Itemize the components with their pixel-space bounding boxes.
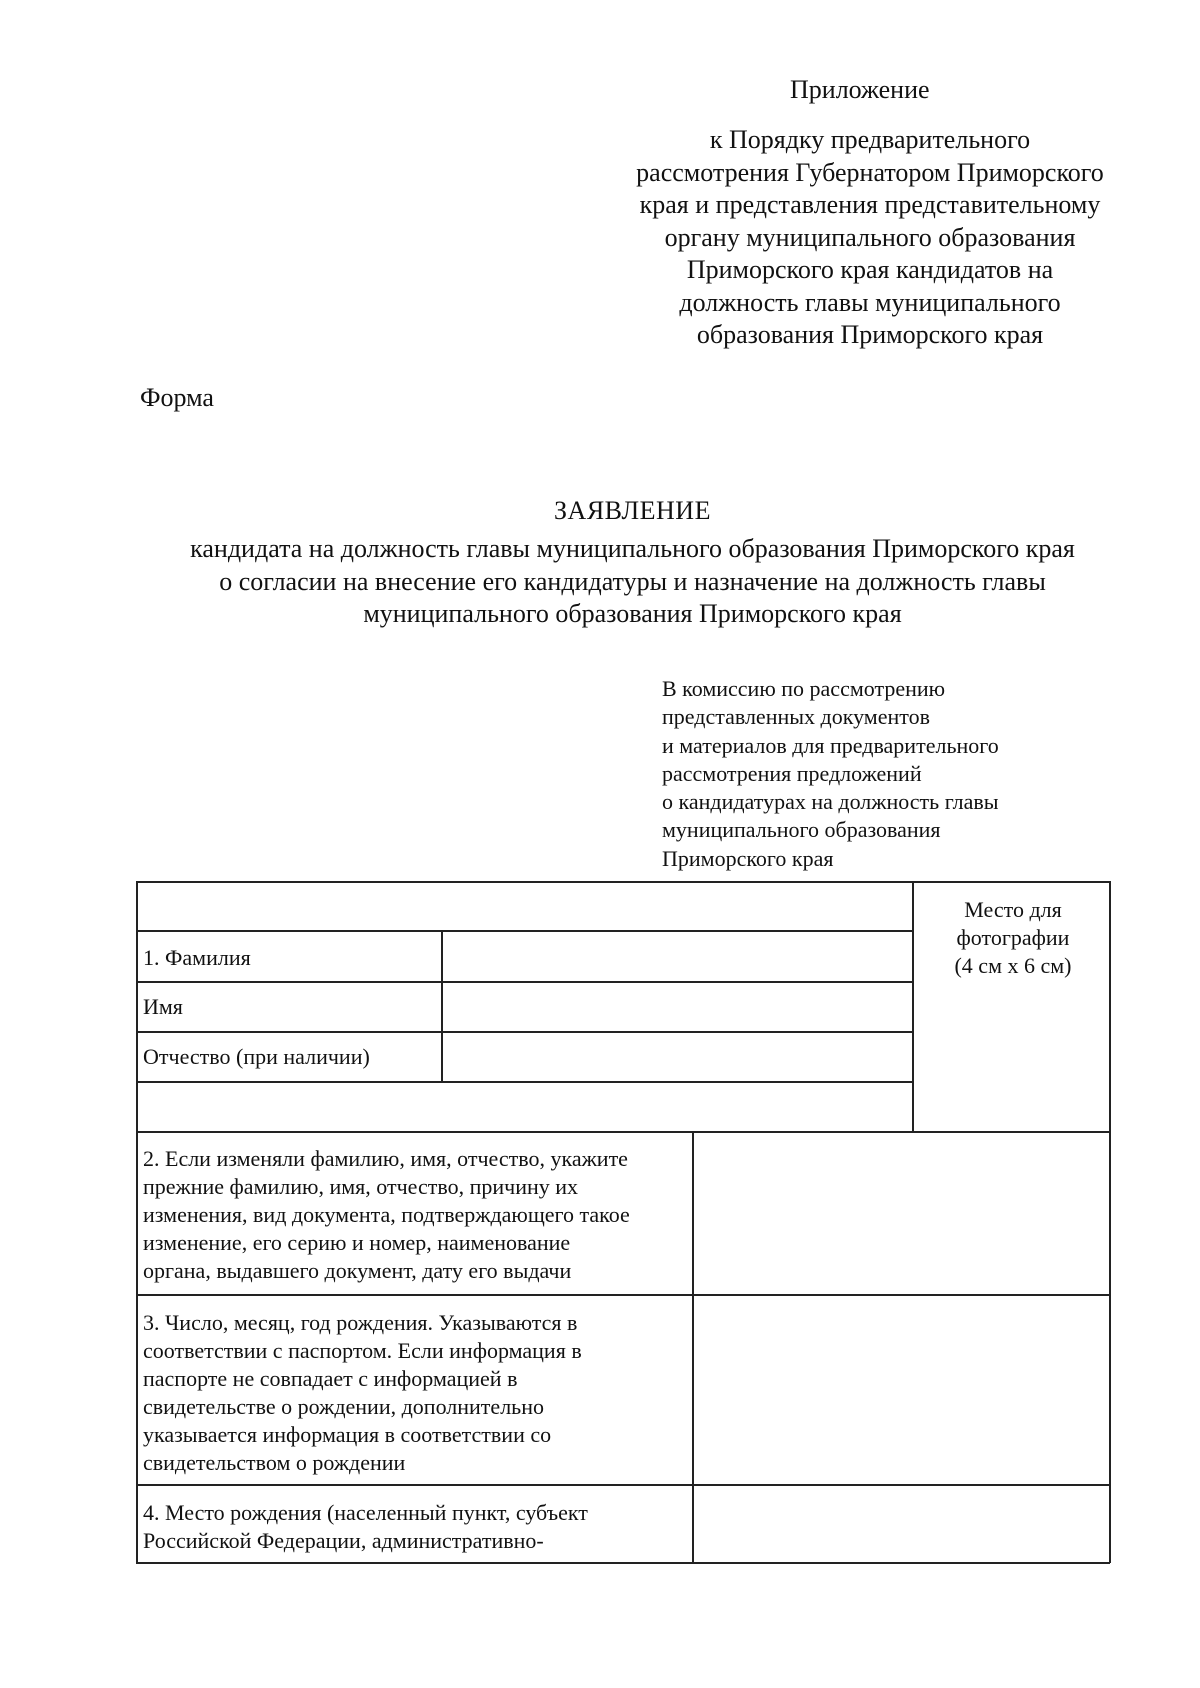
table-border-left <box>136 881 138 1563</box>
photo-placeholder <box>913 896 1113 980</box>
appendix-line: рассмотрения Губернатором Приморского <box>636 157 1104 187</box>
question-line: паспорте не совпадает с информацией в <box>143 1366 518 1391</box>
question-line: 2. Если изменяли фамилию, имя, отчество, укажите <box>143 1146 628 1171</box>
question-line: 3. Число, месяц, год рождения. Указываются в <box>143 1310 578 1335</box>
question-line: Российской Федерации, административно- <box>143 1528 544 1553</box>
appendix-line: органу муниципального образования <box>664 222 1076 252</box>
question-line: изменения, вид документа, подтверждающего такое <box>143 1202 630 1227</box>
table-border-right <box>1109 881 1111 1563</box>
question-line: 4. Место рождения (населенный пункт, субъект <box>143 1500 588 1525</box>
appendix-line: Приморского края кандидатов на <box>686 255 1054 284</box>
patronymic-label: Отчество (при наличии) <box>143 1044 370 1069</box>
subtitle-line: кандидата на должность главы муниципального образования Приморского края <box>190 534 1075 563</box>
appendix-title: Приложение <box>790 75 930 104</box>
name-change-question <box>143 1145 630 1285</box>
addressee-line: и материалов для предварительного <box>662 732 999 758</box>
name-change-field[interactable] <box>694 1133 1108 1293</box>
question-line: соответствии с паспортом. Если информация в <box>143 1338 582 1363</box>
addressee-line: о кандидатурах на должность главы <box>662 789 999 815</box>
question-line: прежние фамилию, имя, отчество, причину их <box>143 1174 579 1199</box>
row-border <box>136 1081 912 1083</box>
addressee-line: Приморского края <box>662 845 834 871</box>
addressee-line: муниципального образования <box>662 817 941 843</box>
question-line: органа, выдавшего документ, дату его выдачи <box>143 1258 572 1283</box>
document-title: ЗАЯВЛЕНИЕ <box>554 496 711 525</box>
appendix-line: должность главы муниципального <box>679 287 1061 317</box>
subtitle-line: муниципального образования Приморского края <box>363 599 902 628</box>
birth-place-question <box>143 1499 588 1555</box>
question-line: указывается информация в соответствии со <box>143 1422 552 1447</box>
patronymic-field[interactable] <box>443 1033 911 1080</box>
surname-field[interactable] <box>443 932 911 980</box>
birth-date-question <box>143 1309 582 1477</box>
appendix-line: края и представления представительному <box>639 190 1101 219</box>
table-border-top <box>136 881 1110 883</box>
surname-label: 1. Фамилия <box>143 945 251 970</box>
photo-line: фотографии <box>956 925 1070 950</box>
addressee-line: представленных документов <box>662 704 930 730</box>
form-label: Форма <box>140 383 214 412</box>
appendix-line: образования Приморского края <box>696 320 1044 349</box>
birth-place-field[interactable] <box>694 1486 1108 1561</box>
addressee-line: В комиссию по рассмотрению <box>662 676 946 701</box>
name-label: Имя <box>143 994 183 1019</box>
question-line: свидетельстве о рождении, дополнительно <box>143 1394 544 1419</box>
photo-line: (4 см х 6 см) <box>954 953 1072 978</box>
appendix-line: к Порядку предварительного <box>709 125 1031 154</box>
subtitle-line: о согласии на внесение его кандидатуры и назначение на должность главы <box>219 566 1046 596</box>
photo-line: Место для <box>964 897 1062 922</box>
birth-date-field[interactable] <box>694 1296 1108 1483</box>
addressee-line: рассмотрения предложений <box>662 760 922 786</box>
name-field[interactable] <box>443 983 911 1030</box>
question-line: изменение, его серию и номер, наименование <box>143 1230 571 1255</box>
question-line: свидетельством о рождении <box>143 1450 406 1475</box>
table-border-bottom <box>136 1562 1110 1564</box>
